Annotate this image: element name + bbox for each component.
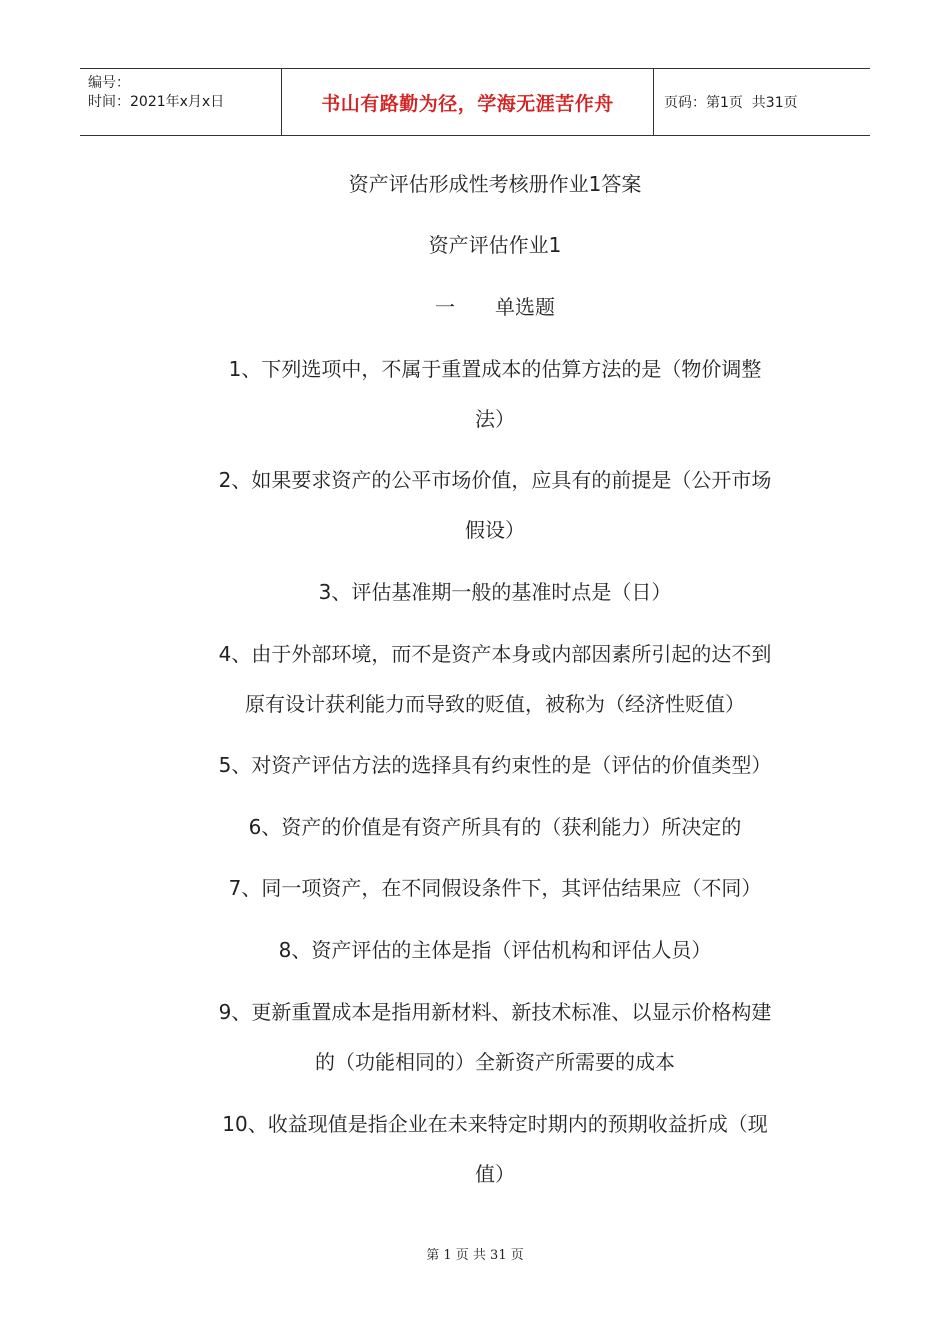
question-1-line-2: 法） [475, 407, 515, 431]
question-4-line-1: 4、由于外部环境，而不是资产本身或内部因素所引起的达不到 [218, 642, 772, 666]
question-3-line-1: 3、评估基准期一般的基准时点是（日） [318, 580, 672, 604]
header-motto-cell [281, 69, 654, 135]
document-header [80, 68, 870, 136]
header-motto: 书山有路勤为径，学海无涯苦作舟 [321, 92, 614, 115]
question-9-line-1: 9、更新重置成本是指用新材料、新技术标准、以显示价格构建 [218, 1000, 772, 1024]
document-subtitle: 资产评估作业1 [428, 233, 562, 257]
question-10-line-1: 10、收益现值是指企业在未来特定时期内的预期收益折成（现 [222, 1112, 768, 1136]
question-1-line-1: 1、下列选项中，不属于重置成本的估算方法的是（物价调整 [228, 357, 762, 381]
page-footer: 第 1 页 共 31 页 [426, 1248, 524, 1263]
question-7-line-1: 7、同一项资产，在不同假设条件下，其评估结果应（不同） [228, 876, 762, 900]
time-label: 时间：2021年x月x日 [88, 94, 225, 110]
question-2-line-2: 假设） [465, 518, 525, 542]
question-5-line-1: 5、对资产评估方法的选择具有约束性的是（评估的价值类型） [218, 753, 772, 777]
number-label: 编号： [88, 75, 130, 91]
question-9-line-2: 的（功能相同的）全新资产所需要的成本 [315, 1050, 675, 1074]
question-6-line-1: 6、资产的价值是有资产所具有的（获利能力）所决定的 [248, 815, 742, 839]
question-8-line-1: 8、资产评估的主体是指（评估机构和评估人员） [278, 938, 712, 962]
question-10-line-2: 值） [475, 1162, 515, 1186]
header-meta [80, 69, 281, 135]
question-2-line-1: 2、如果要求资产的公平市场价值，应具有的前提是（公开市场 [218, 468, 772, 492]
section-heading: 一 单选题 [435, 295, 555, 319]
page-info: 页码：第1页 共31页 [664, 95, 798, 111]
document-title: 资产评估形成性考核册作业1答案 [348, 172, 642, 196]
question-4-line-2: 原有设计获利能力而导致的贬值，被称为（经济性贬值） [245, 692, 745, 716]
header-page-info-cell [654, 69, 870, 135]
